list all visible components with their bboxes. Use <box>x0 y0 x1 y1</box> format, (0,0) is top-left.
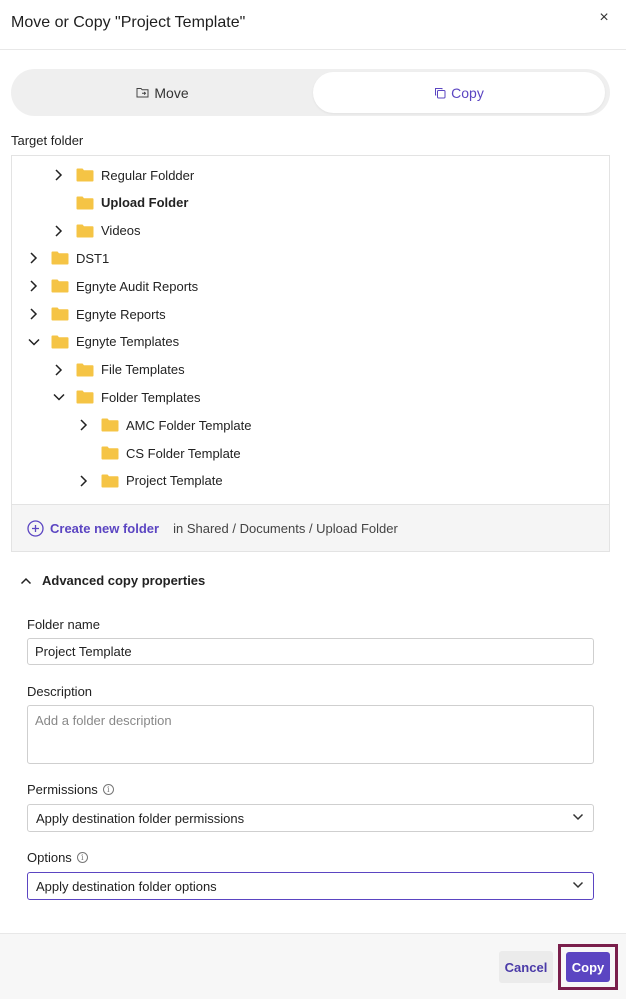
copy-icon <box>434 87 446 99</box>
folder-icon <box>101 418 119 432</box>
permissions-select[interactable] <box>27 804 594 832</box>
folder-icon <box>51 279 69 293</box>
folder-icon <box>76 196 94 210</box>
tree-row-label: File Templates <box>101 362 185 378</box>
options-select[interactable] <box>27 872 594 900</box>
move-tab-label: Move <box>154 84 189 101</box>
chevron-down-icon[interactable] <box>52 390 66 404</box>
folder-icon <box>76 363 94 377</box>
folder-icon <box>101 446 119 460</box>
folder-move-icon <box>136 87 149 98</box>
create-folder-bar <box>11 504 610 552</box>
chevron-right-icon[interactable] <box>52 224 66 238</box>
chevron-down-icon <box>572 813 584 821</box>
create-new-folder-button[interactable] <box>27 520 159 537</box>
folder-icon <box>76 224 94 238</box>
tree-row[interactable] <box>12 273 609 299</box>
folder-icon <box>76 168 94 182</box>
folder-name-label: Folder name <box>27 617 100 632</box>
tree-row-label: DST1 <box>76 250 110 266</box>
info-icon[interactable]: i <box>77 852 88 863</box>
tree-row-label: Folder Templates <box>101 389 201 405</box>
tree-row[interactable] <box>12 357 609 383</box>
folder-icon <box>76 390 94 404</box>
tree-row[interactable] <box>12 218 609 244</box>
tree-row-label: Egnyte Reports <box>76 306 166 322</box>
tree-row[interactable] <box>12 468 609 494</box>
folder-icon <box>51 251 69 265</box>
cancel-button[interactable]: Cancel <box>499 951 553 983</box>
folder-tree <box>11 155 610 504</box>
dialog-header <box>0 0 626 50</box>
tree-row-label: Videos <box>101 223 141 239</box>
tree-row-label: AMC Folder Template <box>126 417 252 433</box>
tree-row-label: Egnyte Audit Reports <box>76 278 199 294</box>
dialog-title: Move or Copy "Project Template" <box>11 14 246 31</box>
tree-row[interactable] <box>12 384 609 410</box>
chevron-right-icon[interactable] <box>27 307 41 321</box>
tree-row[interactable] <box>12 245 609 271</box>
copy-button[interactable]: Copy <box>566 952 610 982</box>
tree-row-label: Project Template <box>126 473 223 489</box>
chevron-right-icon[interactable] <box>27 251 41 265</box>
chevron-right-icon[interactable] <box>77 474 91 488</box>
tree-row[interactable] <box>12 440 609 466</box>
permissions-value: Apply destination folder permissions <box>36 810 245 826</box>
chevron-right-icon[interactable] <box>52 168 66 182</box>
close-icon[interactable]: × <box>599 9 609 26</box>
chevron-right-icon[interactable] <box>27 279 41 293</box>
tree-row[interactable] <box>12 329 609 355</box>
create-new-folder-label: Create new folder <box>50 520 160 536</box>
info-icon[interactable]: i <box>103 784 114 795</box>
tree-row[interactable] <box>12 412 609 438</box>
advanced-properties-label: Advanced copy properties <box>42 573 206 588</box>
tree-row-label: CS Folder Template <box>126 445 241 461</box>
copy-tab-label: Copy <box>451 84 484 101</box>
tree-row-label: Regular Foldder <box>101 167 195 183</box>
target-folder-label: Target folder <box>11 133 84 148</box>
chevron-down-icon[interactable] <box>27 335 41 349</box>
chevron-up-icon <box>20 577 32 585</box>
copy-tab[interactable] <box>313 72 605 113</box>
options-label-row <box>27 850 88 865</box>
tree-row[interactable] <box>12 190 609 216</box>
folder-icon <box>51 335 69 349</box>
tree-row[interactable] <box>12 301 609 327</box>
options-value: Apply destination folder options <box>36 878 217 894</box>
permissions-label: Permissions <box>27 782 98 797</box>
tree-row-label: Upload Folder <box>101 195 189 211</box>
chevron-right-icon[interactable] <box>52 363 66 377</box>
folder-name-input[interactable]: Project Template <box>27 638 594 665</box>
chevron-down-icon <box>572 881 584 889</box>
options-label: Options <box>27 850 72 865</box>
description-textarea[interactable]: Add a folder description <box>27 705 594 764</box>
folder-icon <box>51 307 69 321</box>
permissions-label-row <box>27 782 114 797</box>
tree-row-label: Egnyte Templates <box>76 334 180 350</box>
description-label: Description <box>27 684 93 699</box>
folder-icon <box>101 474 119 488</box>
advanced-properties-toggle[interactable] <box>20 573 205 588</box>
create-folder-path: in Shared / Documents / Upload Folder <box>173 520 398 536</box>
mode-toggle <box>11 69 610 116</box>
plus-circle-icon <box>27 520 44 537</box>
tree-row[interactable] <box>12 162 609 188</box>
chevron-right-icon[interactable] <box>77 418 91 432</box>
move-tab[interactable] <box>14 72 311 113</box>
